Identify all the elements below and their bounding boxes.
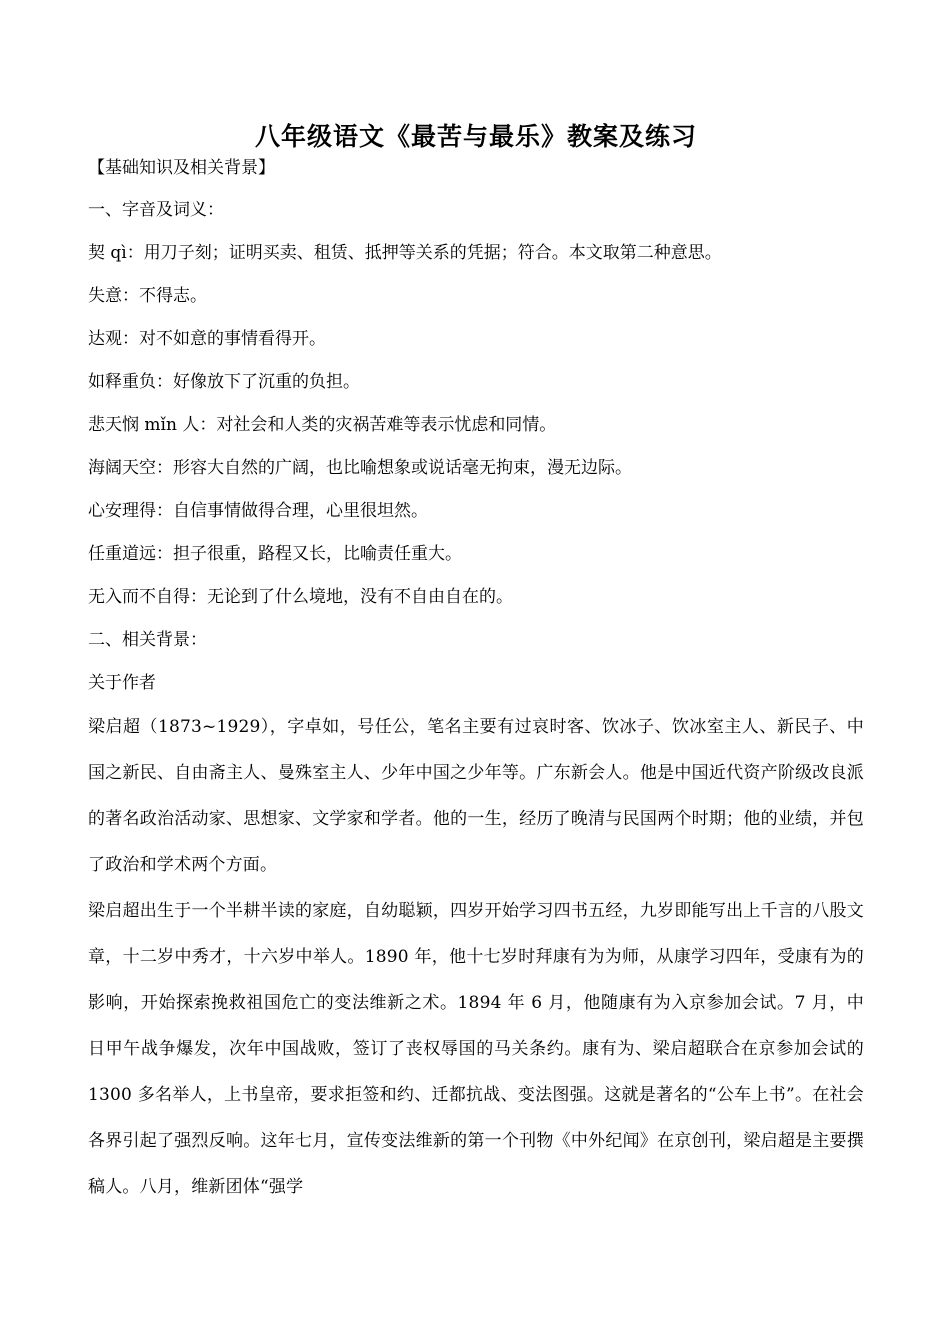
vocab-item: 悲天悯 mǐn 人：对社会和人类的灾祸苦难等表示忧虑和同情。 [88, 415, 557, 435]
part2-heading: 二、相关背景： [88, 630, 207, 650]
document-page [88, 120, 864, 1210]
vocab-item: 契 qì：用刀子刻；证明买卖、租赁、抵押等关系的凭据；符合。本文取第二种意思。 [88, 243, 722, 263]
vocab-item: 无入而不自得：无论到了什么境地，没有不自由自在的。 [88, 587, 513, 607]
document-title: 八年级语文《最苦与最乐》教案及练习 [254, 122, 697, 151]
vocab-item: 任重道远：担子很重，路程又长，比喻责任重大。 [88, 544, 462, 564]
part1-heading: 一、字音及词义： [88, 200, 224, 220]
vocab-item: 失意：不得志。 [88, 286, 207, 306]
biography-paragraph: 梁启超出生于一个半耕半读的家庭，自幼聪颖，四岁开始学习四书五经，九岁即能写出上千言的八股文章，十二岁中秀才，十六岁中举人。1890 年，他十七岁时拜康有为为师，从康学习四年，受康有为的影响，开始探索挽救祖国危亡的变法维新之术。1894 年 6 月，他随康有为入京参加会试。7 月，中日甲午战争爆发，次年中国战败，签订了丧权辱国的马关条约。康有为、梁启超联合在京参加会试的 1300 多名举人，上书皇帝，要求拒签和约、迁都抗战、变法图强。这就是著名的“公车上书”。在社会各界引起了强烈反响。这年七月，宣传变法维新的第一个刊物《中外纪闻》在京创刊，梁启超是主要撰稿人。八月，维新团体“强学 [88, 901, 864, 1197]
vocab-item: 心安理得：自信事情做得合理，心里很坦然。 [88, 501, 428, 521]
author-paragraph: 梁启超（1873~1929），字卓如，号任公，笔名主要有过哀时客、饮冰子、饮冰室主人、新民子、中国之新民、自由斋主人、曼殊室主人、少年中国之少年等。广东新会人。他是中国近代资产阶级改良派的著名政治活动家、思想家、文学家和学者。他的一生，经历了晚清与民国两个时期；他的业绩，并包了政治和学术两个方面。 [88, 717, 864, 875]
vocab-item: 海阔天空：形容大自然的广阔，也比喻想象或说话毫无拘束，漫无边际。 [88, 458, 632, 478]
about-author-heading: 关于作者 [88, 673, 156, 693]
vocab-item: 如释重负：好像放下了沉重的负担。 [88, 372, 360, 392]
section-tag: 【基础知识及相关背景】 [88, 158, 275, 178]
vocab-item: 达观：对不如意的事情看得开。 [88, 329, 326, 349]
